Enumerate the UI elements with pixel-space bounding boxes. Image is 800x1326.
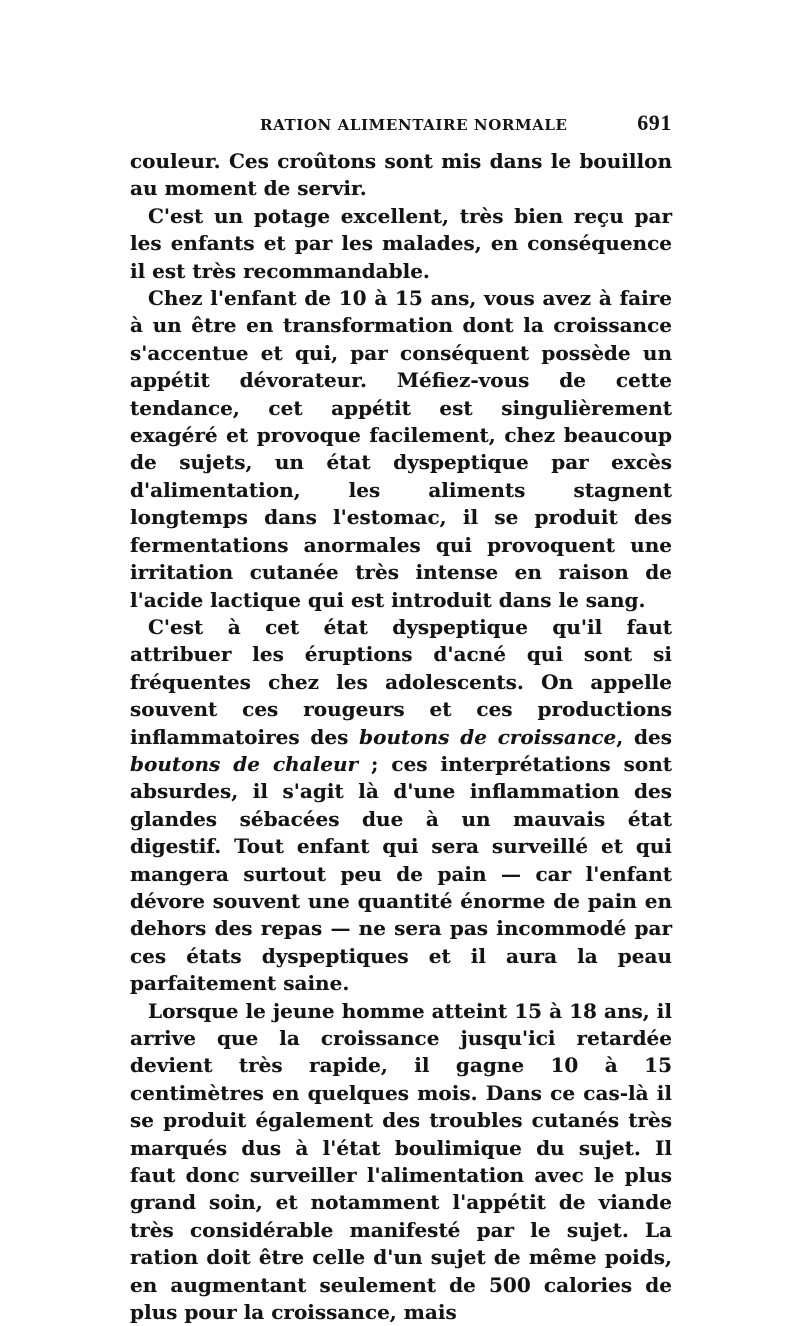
body-text: [130, 148, 672, 1326]
running-head: [130, 110, 672, 138]
running-title: RATION ALIMENTAIRE NORMALE: [260, 116, 568, 134]
italic-term-boutons-de-croissance: boutons de croissance: [359, 724, 617, 749]
paragraph-3: Chez l'enfant de 10 à 15 ans, vous avez à faire à un être en transformation dont la croissance s'accentue et qui, par conséquent possède un appétit dévorateur. Méfiez-vous de cette tendance, cet appétit est singulièrement exagéré et provoque facilement, chez beaucoup de sujets, un état dyspeptique par excès d'alimentation, les aliments stagnent longtemps dans l'estomac, il se produit des fermentations anormales qui provoquent une irritation cutanée très intense en raison de l'acide lactique qui est introduit dans le sang.: [130, 286, 672, 612]
paragraph-4-text-a: C'est à cet état dyspeptique qu'il faut attribuer les éruptions d'acné qui sont si fréquentes chez les adolescents. On appelle souvent ces rougeurs et ces productions inflammatoires des: [130, 614, 672, 749]
book-page: [130, 110, 672, 1326]
paragraph-4-text-b: , des: [616, 724, 673, 749]
italic-term-boutons-de-chaleur: boutons de chaleur: [130, 751, 359, 776]
page-number: 691: [637, 110, 672, 135]
paragraph-4-text-c: ; ces interprétations sont absurdes, il s'agit là d'une inflammation des glandes sébacées due à un mauvais état digestif. Tout enfant qui sera surveillé et qui mangera surtout peu de pain — car l'enfant dévore souvent une quantité énorme de pain en dehors des repas — ne sera pas incommodé par ces états dyspeptiques et il aura la peau parfaitement saine.: [130, 751, 672, 996]
paragraph-4: [130, 614, 672, 998]
paragraph-2: C'est un potage excellent, très bien reçu par les enfants et par les malades, en conséquence il est très recommandable.: [130, 203, 672, 283]
paragraph-1: couleur. Ces croûtons sont mis dans le bouillon au moment de servir.: [130, 149, 672, 201]
paragraph-5: Lorsque le jeune homme atteint 15 à 18 ans, il arrive que la croissance jusqu'ici retardée devient très rapide, il gagne 10 à 15 centimètres en quelques mois. Dans ce cas-là il se produit également des troubles cutanés très marqués dus à l'état boulimique du sujet. Il faut donc surveiller l'alimentation avec le plus grand soin, et notamment l'appétit de viande très considérable manifesté par le sujet. La ration doit être celle d'un sujet de même poids, en augmentant seulement de 500 calories de plus pour la croissance, mais: [130, 998, 672, 1325]
